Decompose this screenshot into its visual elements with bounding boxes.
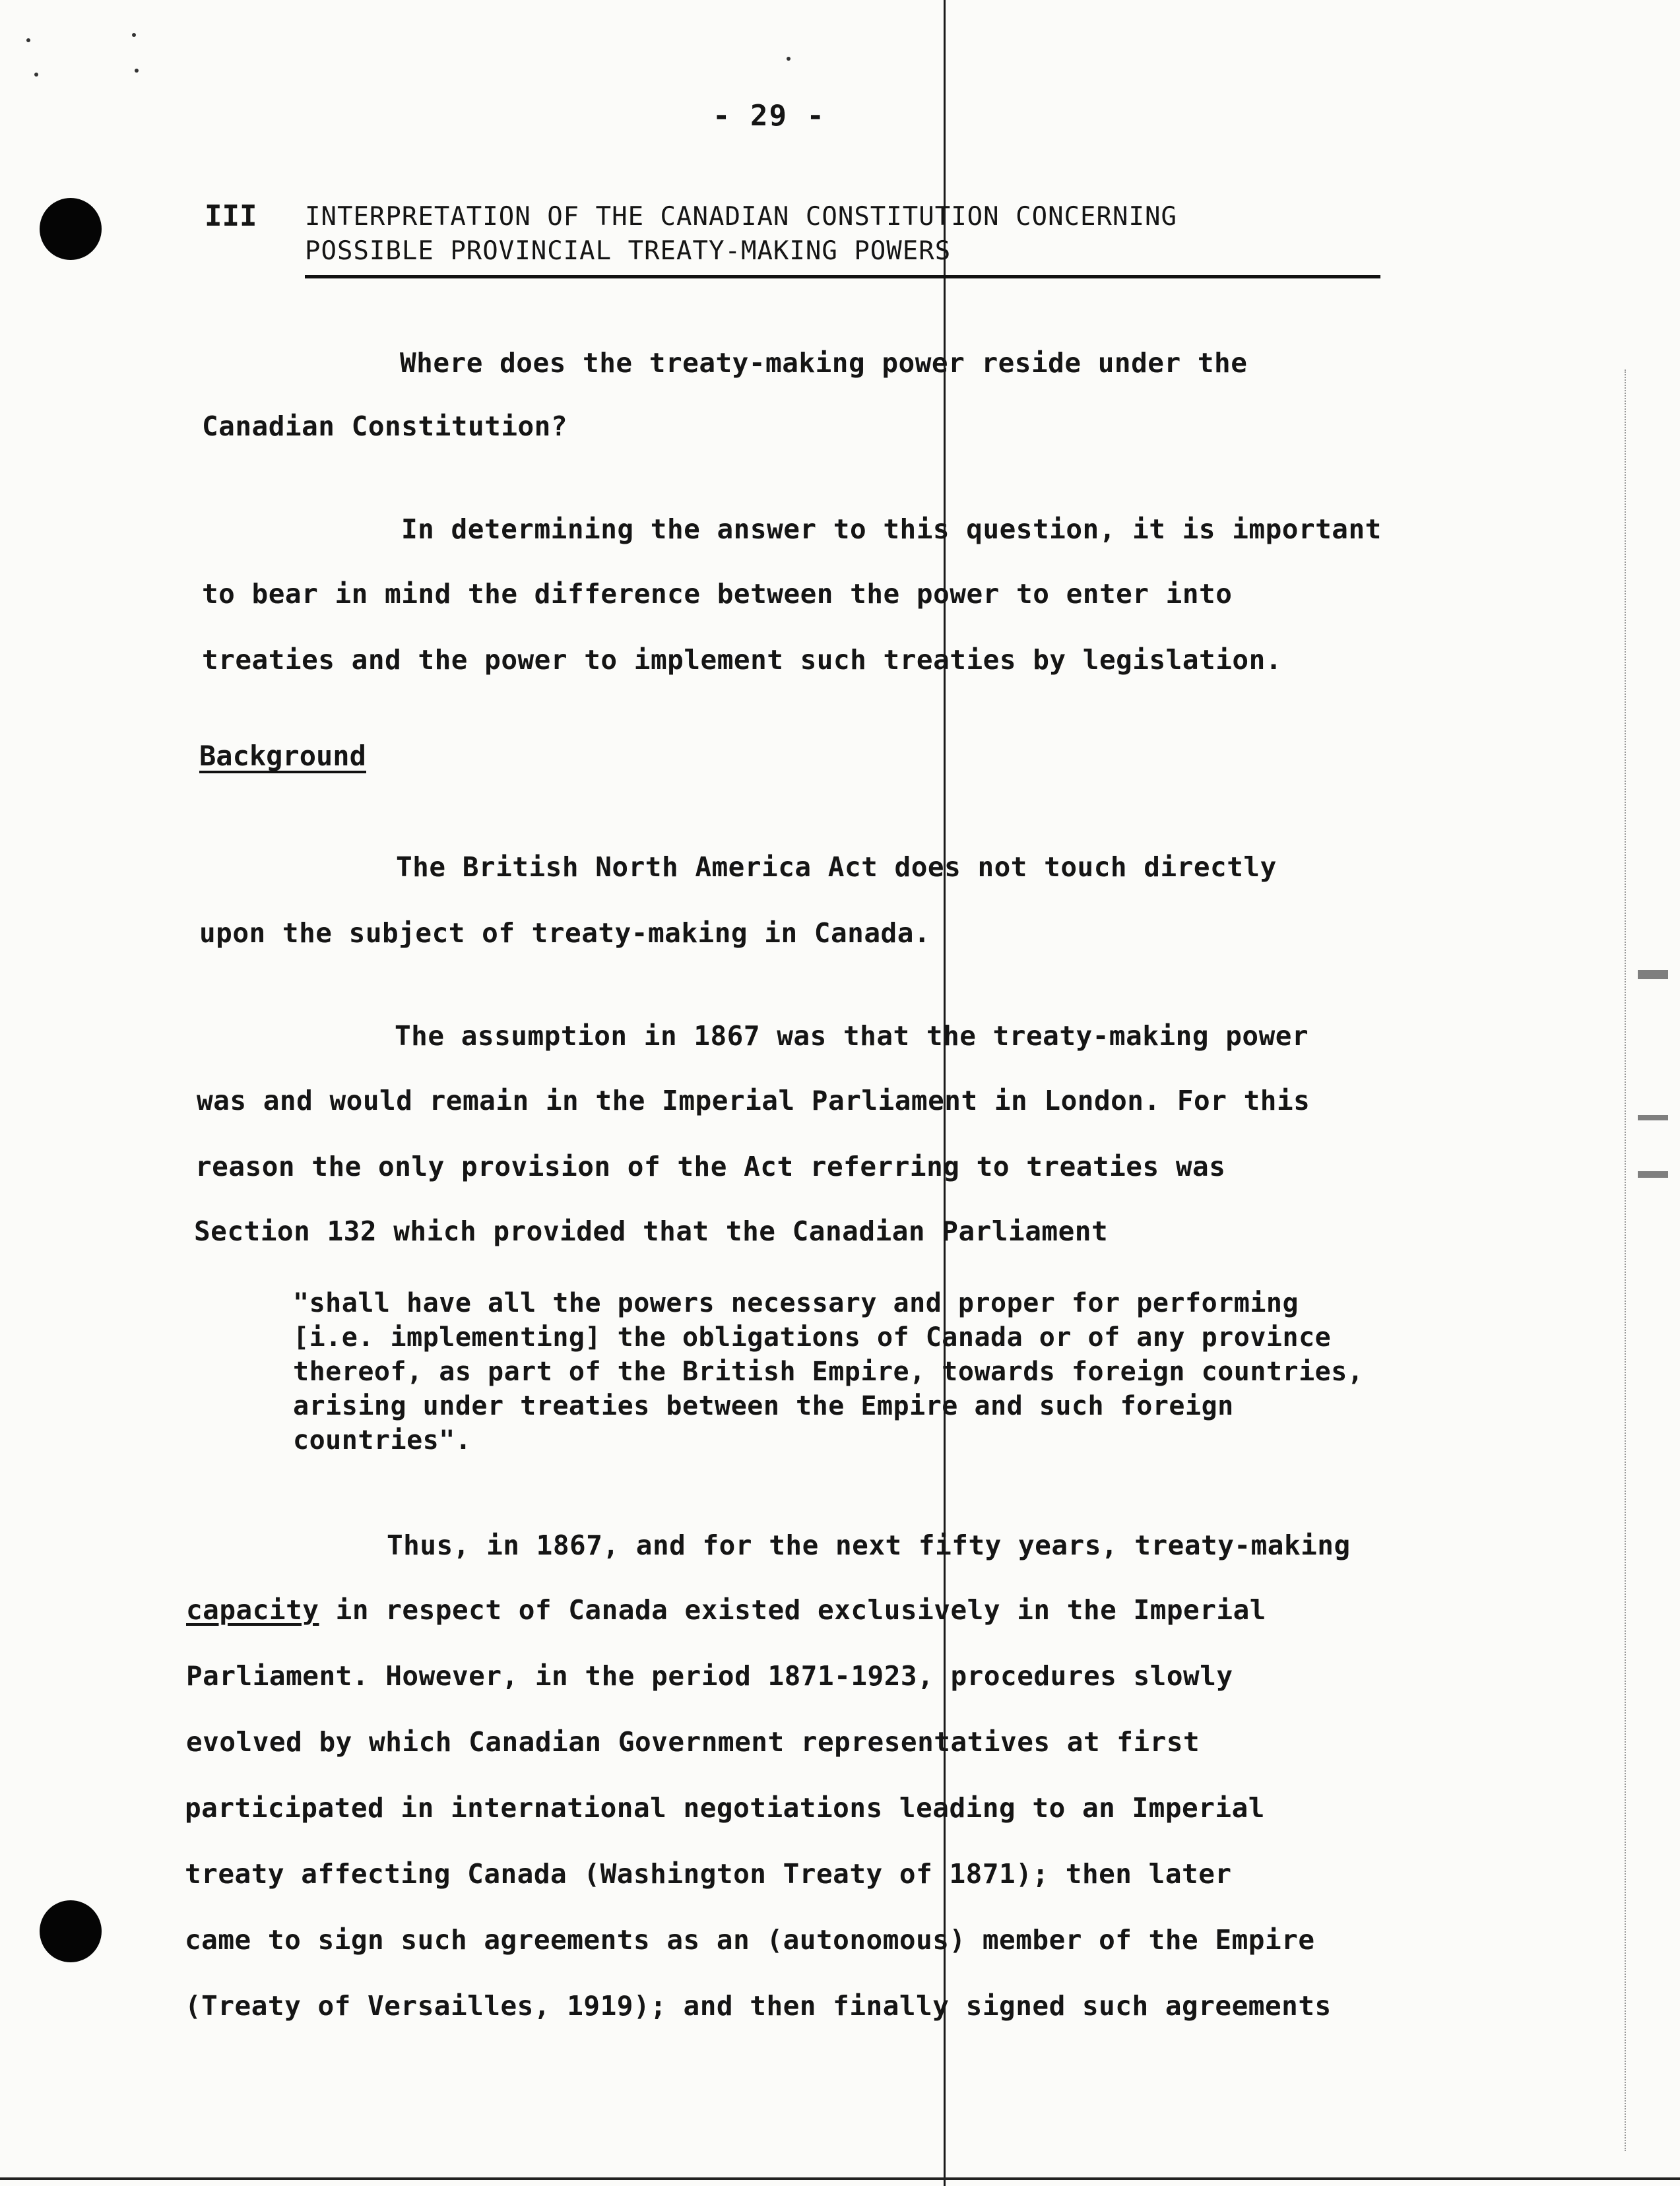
chapter-title-line-2: POSSIBLE PROVINCIAL TREATY-MAKING POWERS (305, 236, 1380, 278)
paragraph-line: In determining the answer to this question, it is important (401, 513, 1382, 545)
paragraph-line: participated in international negotiations leading to an Imperial (185, 1792, 1265, 1824)
scan-speck (26, 38, 30, 42)
scan-speck (34, 73, 38, 77)
scan-edge-mark (1638, 1115, 1668, 1120)
scan-speck (132, 33, 136, 37)
underlined-word: capacity (186, 1594, 319, 1626)
paragraph-line: treaties and the power to implement such treaties by legislation. (202, 644, 1282, 676)
paragraph-line: Where does the treaty-making power reside under the (400, 347, 1248, 379)
paragraph-line: reason the only provision of the Act referring to treaties was (195, 1151, 1226, 1182)
chapter-title-line-1: INTERPRETATION OF THE CANADIAN CONSTITUTION CONCERNING (305, 202, 1177, 232)
quote-line: [i.e. implementing] the obligations of Canada or of any province (293, 1322, 1332, 1353)
scan-right-edge (1625, 370, 1627, 2151)
paragraph-line: upon the subject of treaty-making in Canada. (199, 917, 931, 949)
paragraph-line: was and would remain in the Imperial Parliament in London. For this (197, 1085, 1310, 1116)
paragraph-line: The British North America Act does not touch directly (396, 851, 1277, 883)
line-continuation: in respect of Canada existed exclusively in the Imperial (319, 1594, 1266, 1626)
scan-edge-mark (1638, 1171, 1668, 1178)
quote-line: thereof, as part of the British Empire, towards foreign countries, (293, 1357, 1364, 1387)
paragraph-line: (Treaty of Versailles, 1919); and then finally signed such agreements (185, 1990, 1332, 2022)
quote-line: "shall have all the powers necessary and proper for performing (293, 1288, 1299, 1318)
paragraph-line (186, 1594, 1266, 1626)
paragraph-line: evolved by which Canadian Government representatives at first (186, 1726, 1200, 1758)
paragraph-line: Section 132 which provided that the Canadian Parliament (194, 1215, 1109, 1247)
quote-line: countries". (293, 1425, 472, 1456)
scan-speck (135, 69, 139, 73)
paragraph-line: Parliament. However, in the period 1871-1923, procedures slowly (186, 1660, 1233, 1692)
page-number: - 29 - (713, 99, 825, 133)
paragraph-line: to bear in mind the difference between the power to enter into (202, 578, 1233, 610)
punch-hole-bottom (40, 1900, 102, 1962)
paragraph-line: Canadian Constitution? (202, 410, 568, 442)
scan-bottom-edge (0, 2177, 1680, 2180)
paragraph-line: treaty affecting Canada (Washington Treaty of 1871); then later (185, 1858, 1232, 1890)
section-heading-background: Background (199, 742, 366, 773)
scan-speck (787, 57, 791, 61)
chapter-number: III (205, 199, 257, 233)
scan-edge-mark (1638, 970, 1668, 979)
paragraph-line: The assumption in 1867 was that the treaty-making power (395, 1020, 1309, 1052)
punch-hole-top (40, 198, 102, 260)
paragraph-line: Thus, in 1867, and for the next fifty years, treaty-making (387, 1529, 1351, 1561)
paragraph-line: came to sign such agreements as an (autonomous) member of the Empire (185, 1924, 1315, 1956)
quote-line: arising under treaties between the Empire and such foreign (293, 1391, 1234, 1421)
